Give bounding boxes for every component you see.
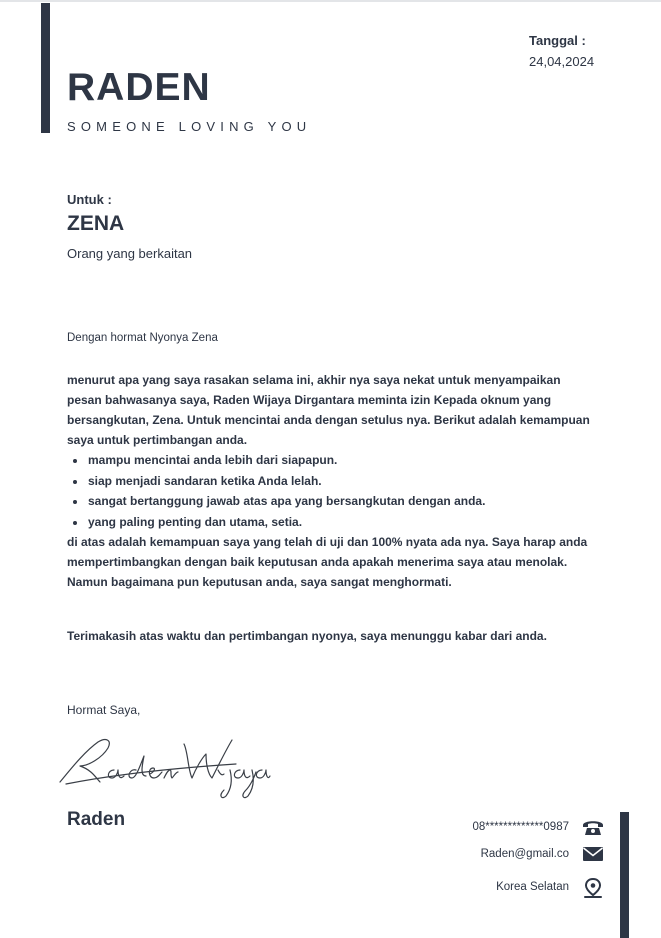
recipient-description: Orang yang berkaitan [67,246,193,261]
list-item: • yang paling penting dan utama, setia. [87,512,597,533]
letter-greeting: Dengan hormat Nyonya Zena [67,332,218,344]
list-item: • mampu mencintai anda lebih dari siapapun. [87,450,597,471]
list-item: • sangat bertanggung jawab atas apa yang bersangkutan dengan anda. [87,491,597,512]
recipient-name: ZENA [67,212,125,235]
top-divider [0,0,661,2]
sender-tagline: SOMEONE LOVING YOU [67,119,312,134]
letter-after-points: di atas adalah kemampuan saya yang telah di uji dan 100% nyata ada nya. Saya harap anda mempertimbangkan dengan baik keputusan anda apakah menerima saya atau menolak. Namun bagaimana pun keputusan anda, saya sangat menghormati. [67,535,588,589]
footer-accent-bar [620,812,629,938]
recipient-label: Untuk : [67,192,112,207]
handwritten-signature [56,730,271,802]
date-value: 24,04,2024 [529,54,595,69]
date-label: Tanggal : [529,33,586,48]
letter-intro: menurut apa yang saya rasakan selama ini, akhir nya saya nekat untuk menyampaikan pesan bahwasanya saya, Raden Wijaya Dirgantara meminta izin Kepada oknum yang bersangkutan, Zena. Untuk mencintai anda dengan setulus nya. Berikut adalah kemampuan saya untuk pertimbangan anda. [67,373,590,447]
letter-regards: Hormat Saya, [67,703,141,717]
location-pin-icon [582,877,604,899]
header-accent-bar [41,3,50,133]
contact-location: Korea Selatan [496,881,569,893]
contact-email: Raden@gmail.co [480,848,569,860]
ability-list [67,450,597,532]
sender-name: Raden [67,809,126,830]
mail-icon [582,846,604,862]
sender-title: RADEN [67,66,211,109]
phone-icon [582,818,604,836]
letter-closing: Terimakasih atas waktu dan pertimbangan nyonya, saya menunggu kabar dari anda. [67,629,547,643]
contact-phone: 08*************0987 [472,821,569,833]
letter-body [67,370,597,592]
list-item: • siap menjadi sandaran ketika Anda lelah. [87,471,597,492]
